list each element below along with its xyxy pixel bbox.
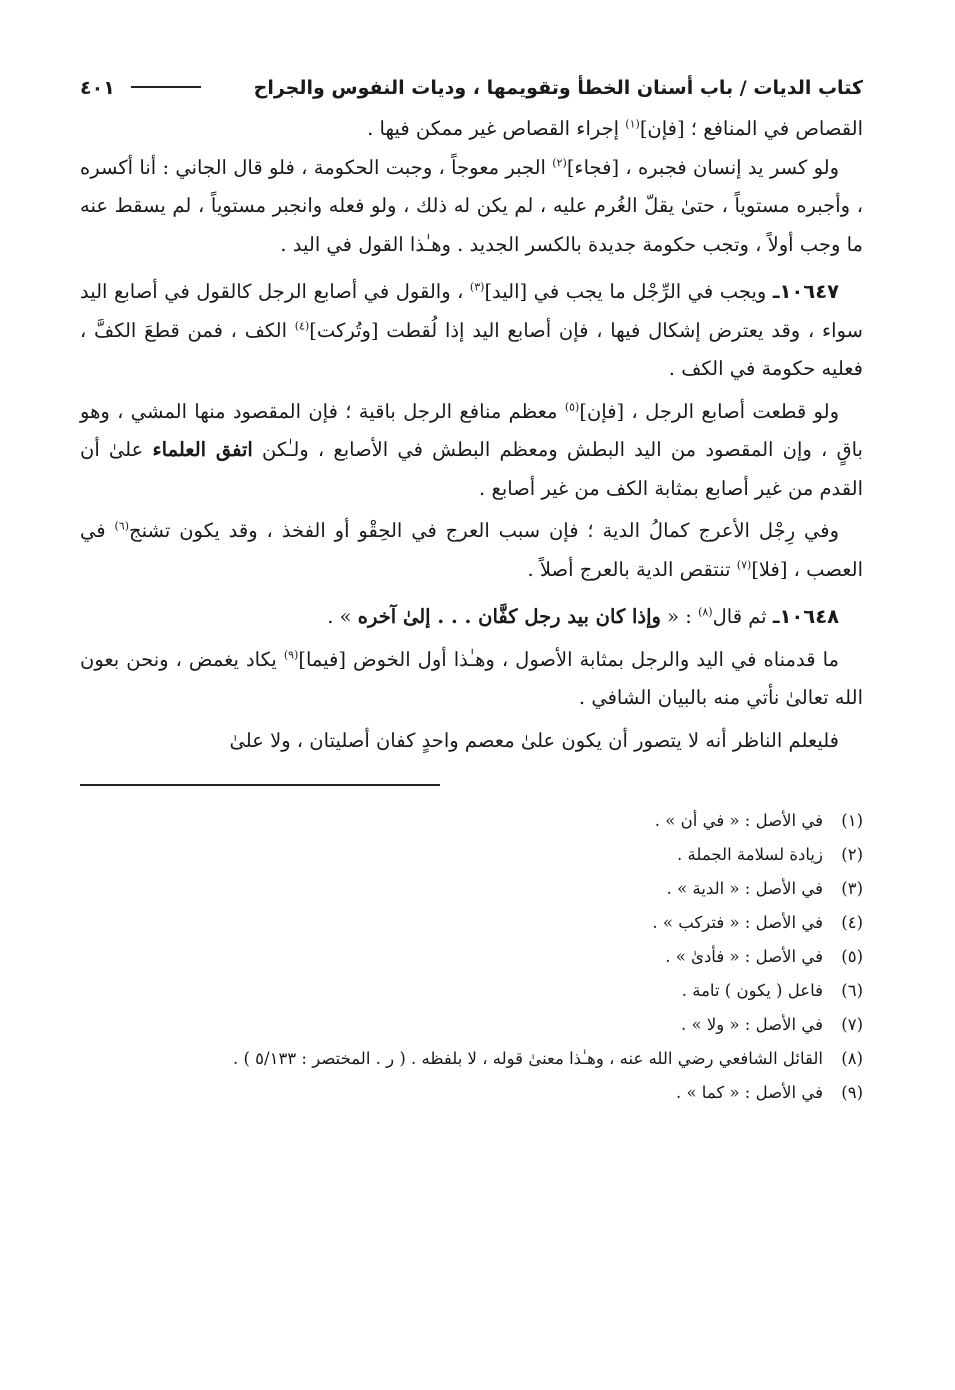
text-run: » . — [327, 605, 358, 628]
text-run: ولو كسر يد إنسان فجبره ، [فجاء] — [566, 155, 840, 179]
paragraph-2 — [80, 149, 863, 265]
paragraph-6 — [80, 598, 863, 637]
footnote-ref-5[interactable]: (٥) — [564, 400, 580, 413]
footnote-3 — [80, 872, 863, 906]
footnote-text: في الأصل : « كما » . — [675, 1083, 823, 1102]
page-number: ٤٠١ — [80, 77, 115, 99]
text-run: الجبر معوجاً ، وجبت الحكومة ، فلو قال الجاني : أنا أكسره ، وأجبره مستوياً ، حتىٰ يقلّ الغُرم عليه ، لم يكن له ذلك ، ولو فعله وانجبر مستوياً ، لم يسقط عنه ما وجب أولاً ، وتجب حكومة جديدة بالكسر الجديد . وهـٰذا القول في اليد . — [80, 155, 863, 256]
footnote-5 — [80, 940, 863, 974]
footnote-ref-9[interactable]: (٩) — [283, 648, 299, 661]
footnote-number: (٨) — [841, 1049, 863, 1068]
footnote-number: (٣) — [841, 879, 863, 898]
footnote-number: (٦) — [841, 981, 863, 1000]
running-header — [80, 66, 863, 110]
footnote-9 — [80, 1076, 863, 1110]
footnote-text: في الأصل : « فتركب » . — [652, 913, 823, 932]
text-run: ويجب في الرِّجْل ما يجب في [اليد] — [484, 280, 773, 303]
footnote-text: فاعل ( يكون ) تامة . — [681, 981, 823, 1000]
main-text — [80, 110, 863, 760]
text-run: فليعلم الناظر أنه لا يتصور أن يكون علىٰ معصم واحدٍ كفان أصليتان ، ولا علىٰ — [229, 728, 839, 752]
footnote-ref-6[interactable]: (٦) — [114, 519, 129, 533]
paragraph-7 — [80, 641, 863, 718]
text-run: في العصب ، [فلا] — [80, 519, 863, 581]
footnote-number: (٤) — [841, 913, 863, 932]
section-number: ١٠٦٤٧ـ — [772, 280, 839, 303]
footnotes — [80, 804, 863, 1110]
quoted-text: وإذا كان بيد رجل كفَّان . . . إلىٰ آخره — [357, 605, 661, 628]
page — [80, 66, 863, 1110]
paragraph-8 — [80, 722, 863, 761]
text-run: ولو قطعت أصابع الرجل ، [فإن] — [579, 399, 839, 423]
text-run: ، والقول في أصابع الرجل كالقول في أصابع اليد سواء ، وقد يعترض إشكال فيها ، فإن أصابع اليد إذا لُقطت [وتُركت] — [80, 280, 863, 342]
footnote-ref-2[interactable]: (٢) — [552, 156, 567, 169]
text-run: : « — [660, 605, 699, 628]
paragraph-3 — [80, 273, 863, 389]
footnote-8 — [80, 1042, 863, 1076]
footnote-ref-7[interactable]: (٧) — [736, 558, 752, 571]
text-run: القصاص في المنافع ؛ [فإن] — [639, 117, 863, 140]
footnote-ref-8[interactable]: (٨) — [698, 605, 713, 619]
text-run: وفي رِجْل الأعرج كمالُ الدية ؛ فإن سبب العرج في الحِقْو أو الفخذ ، وقد يكون تشنج — [129, 519, 840, 542]
footnote-text: في الأصل : « الدية » . — [666, 879, 823, 898]
footnote-2 — [80, 838, 863, 872]
footnote-4 — [80, 906, 863, 940]
footnote-ref-1[interactable]: (١) — [625, 117, 640, 131]
text-run: الكف ، فمن قطعَ الكفَّ ، فعليه حكومة في الكف . — [80, 318, 863, 380]
text-run: علىٰ أن القدم من غير أصابع بمثابة الكف من غير أصابع . — [80, 438, 863, 500]
footnote-number: (٢) — [841, 845, 863, 864]
text-run: ثم قال — [712, 605, 773, 628]
header-right-group — [80, 66, 211, 110]
bold-run: اتفق العلماء — [152, 438, 253, 461]
text-run: إجراء القصاص غير ممكن فيها . — [367, 117, 626, 140]
footnote-ref-3[interactable]: (٣) — [469, 280, 485, 294]
text-run: معظم منافع الرجل باقية ؛ فإن المقصود منها المشي ، وهو باقٍ ، وإن المقصود من اليد البطش ومعظم البطش في الأصابع ، ولـٰكن — [80, 399, 863, 461]
paragraph-4 — [80, 393, 863, 509]
footnote-1 — [80, 804, 863, 838]
footnote-number: (٧) — [841, 1015, 863, 1034]
footnote-number: (٥) — [841, 947, 863, 966]
footnote-6 — [80, 974, 863, 1008]
text-run: ما قدمناه في اليد والرجل بمثابة الأصول ، وهـٰذا أول الخوض [فيما] — [298, 647, 839, 671]
paragraph-1 — [80, 110, 863, 149]
section-number: ١٠٦٤٨ـ — [772, 605, 839, 628]
text-run: يكاد يغمض ، ونحن بعون الله تعالىٰ نأتي منه بالبيان الشافي . — [80, 647, 863, 709]
footnote-text: زيادة لسلامة الجملة . — [677, 845, 823, 864]
footnote-text: في الأصل : « في أن » . — [654, 811, 823, 830]
footnote-text: في الأصل : « فأدىٰ » . — [665, 947, 823, 966]
footnote-divider — [80, 784, 440, 786]
paragraph-5 — [80, 512, 863, 589]
text-run: تنتقص الدية بالعرج أصلاً . — [527, 557, 737, 581]
header-title: كتاب الديات / باب أسنان الخطأ وتقويمها ، وديات النفوس والجراح — [253, 77, 863, 99]
footnote-7 — [80, 1008, 863, 1042]
header-rule — [131, 86, 201, 88]
footnote-number: (١) — [841, 811, 863, 830]
footnote-text: القائل الشافعي رضي الله عنه ، وهـٰذا معنىٰ قوله ، لا بلفظه . ( ر . المختصر : ٥/١٣٣ ) . — [232, 1049, 823, 1068]
footnote-ref-4[interactable]: (٤) — [294, 319, 310, 332]
footnote-number: (٩) — [841, 1083, 863, 1102]
footnote-text: في الأصل : « ولا » . — [681, 1015, 823, 1034]
